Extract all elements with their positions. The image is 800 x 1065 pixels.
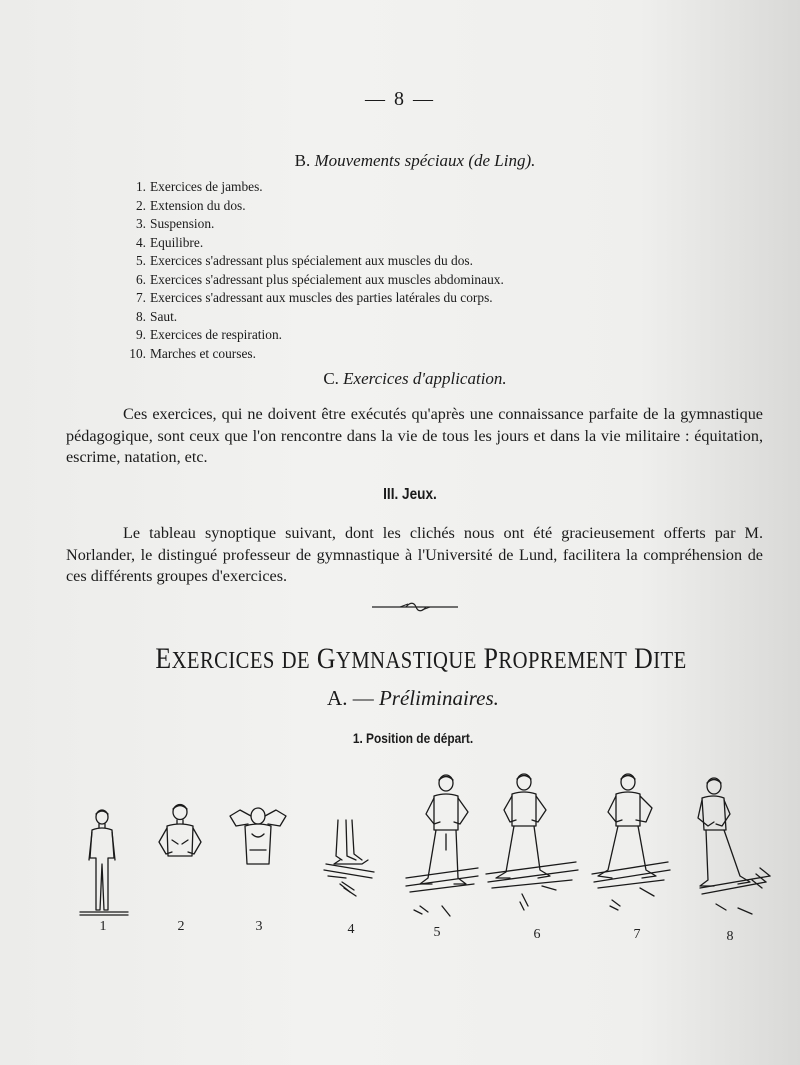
section-c-letter: C. xyxy=(323,369,339,388)
figure-4-feet-icon xyxy=(324,820,374,896)
figure-3-neck-icon xyxy=(230,808,286,864)
exercise-list xyxy=(110,178,504,363)
list-item: 7. Exercices s'adressant aux muscles des parties latérales du corps. xyxy=(135,290,493,305)
list-item: 9. Exercices de respiration. xyxy=(135,327,282,342)
figure-label: 1 xyxy=(99,919,107,934)
figure-5-stride-icon xyxy=(406,775,478,916)
list-item: 1. Exercices de jambes. xyxy=(135,179,263,194)
list-item: 3. Suspension. xyxy=(135,216,215,231)
paragraph-tableau: Le tableau synoptique suivant, dont les clichés nous ont été gracieusement offerts par M. Norlander, le distingué professeur de gymnastique à l'Université de Lund, facilitera la compréhension de ces différents groupes d'exercices. xyxy=(66,524,763,585)
figure-label: 8 xyxy=(726,929,734,944)
sub-heading-title: Préliminaires. xyxy=(378,686,499,710)
section-c-heading xyxy=(0,369,800,389)
section-c-title: Exercices d'application. xyxy=(343,369,507,388)
figure-label: 2 xyxy=(177,919,185,934)
figure-label: 3 xyxy=(255,919,263,934)
figure-2-hips-icon xyxy=(159,805,201,857)
sub-heading-letter: A. — xyxy=(327,686,374,710)
page-number: — 8 — xyxy=(365,88,435,110)
figure-7-stride-icon xyxy=(592,774,670,910)
figure-label: 7 xyxy=(633,927,641,942)
subsub-heading-position: 1. Position de départ. xyxy=(352,730,474,746)
section-b-heading xyxy=(0,151,800,171)
gymnastics-figures xyxy=(0,760,800,950)
list-item: 4. Equilibre. xyxy=(135,234,204,250)
figure-8-stride-icon xyxy=(698,778,770,914)
list-item: 6. Exercices s'adressant plus spécialement aux muscles abdominaux. xyxy=(135,271,504,287)
section-b-title: Mouvements spéciaux (de Ling). xyxy=(314,151,536,170)
figure-6-stride-icon xyxy=(486,774,578,910)
figure-label: 4 xyxy=(347,922,355,937)
figure-label: 6 xyxy=(533,927,541,942)
list-item: 10. Marches et courses. xyxy=(129,345,256,361)
figure-1-standing-icon xyxy=(80,810,128,915)
list-item: 8. Saut. xyxy=(135,308,178,324)
list-item: 2. Extension du dos. xyxy=(135,197,246,213)
list-item: 5. Exercices s'adressant plus spécialement aux muscles du dos. xyxy=(135,253,473,268)
paragraph-application: Ces exercices, qui ne doivent être exécutés qu'après une connaissance parfaite de la gymnastique pédagogique, sont ceux que l'on rencontre dans la vie de tous les jours et dans la vie militaire : équitation, escrime, natation, etc. xyxy=(66,405,763,466)
section-b-letter: B. xyxy=(294,151,311,170)
sub-heading-preliminaires xyxy=(0,686,800,711)
figure-label: 5 xyxy=(433,925,441,940)
section-iii-heading: III. Jeux. xyxy=(383,486,437,503)
main-heading: EXERCICES DE GYMNASTIQUE PROPREMENT DITE xyxy=(155,642,687,675)
ornament-divider-icon xyxy=(370,599,460,615)
